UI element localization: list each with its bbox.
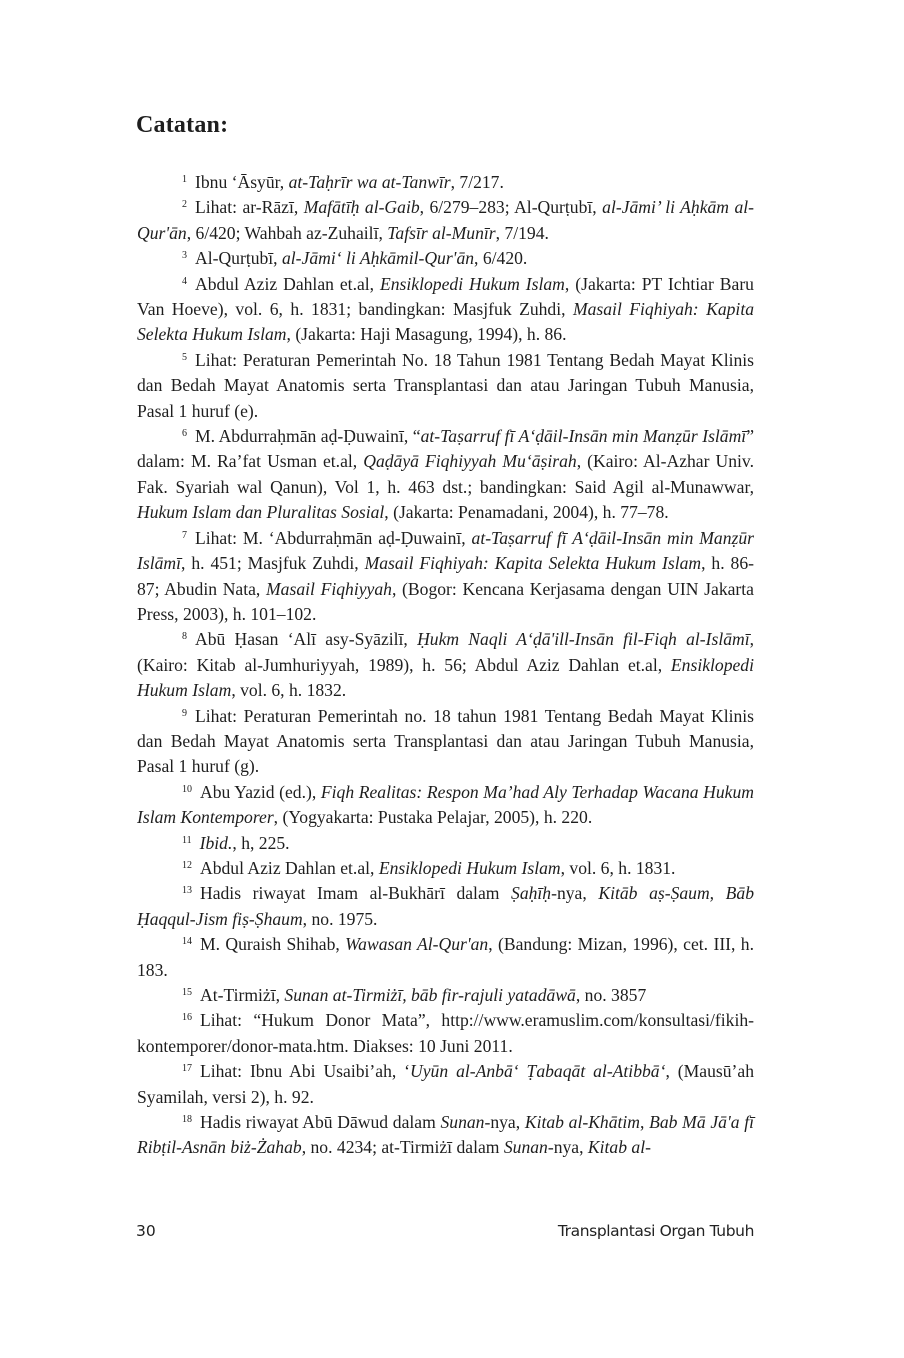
footnote-text: , h, 225.: [232, 832, 290, 853]
footnote-text: , (Bandung: Mizan, 1996), cet. III, h. 183.: [137, 934, 754, 980]
footnote-number: 4: [182, 275, 187, 287]
footnote-title: Hukum Islam dan Pluralitas Sosial: [137, 502, 385, 523]
footnote-number: 16: [182, 1012, 192, 1024]
page-number: 30: [136, 1222, 156, 1240]
footnote: [137, 1008, 754, 1059]
footnote: [137, 424, 754, 526]
footnote-text: , no. 3857: [575, 985, 647, 1005]
footnote-text: Ibnu ‘Āsyūr,: [195, 172, 289, 192]
footnote-number: 15: [182, 987, 192, 998]
footnote-number: 11: [182, 834, 192, 846]
footnote-number: 9: [182, 707, 187, 719]
footnote-text: , no. 4234; at-Tirmiżī dalam: [301, 1137, 504, 1158]
footnote-title: al-Jāmi’ li Aḥkām al-Qur'ān: [137, 197, 754, 243]
footnote-number: 14: [182, 936, 192, 948]
footnote-text: ,: [640, 1112, 650, 1133]
footnote-number: 5: [182, 351, 187, 363]
footnote: [137, 246, 754, 271]
footnote-title: Kitab al-: [587, 1137, 651, 1158]
footnote-text: M. Quraish Shihab,: [200, 934, 346, 955]
footnote: [137, 932, 754, 983]
footnote-text: Hadis riwayat Abū Dāwud dalam: [200, 1112, 441, 1133]
footnote-number: 13: [182, 885, 192, 897]
footnote-text: M. Abdurraḥmān aḍ-Ḍuwainī, “: [195, 426, 421, 447]
footnote-title: Ibid.: [199, 832, 233, 853]
footnote-text: , (Kairo: Al-Azhar Univ. Fak. Syariah wal Qanun), Vol 1, h. 463 dst.; bandingkan: Said Agil al-Munawwar,: [137, 451, 754, 497]
footnote-text: Lihat: Peraturan Pemerintah no. 18 tahun 1981 Tentang Bedah Mayat Klinis dan Bedah Mayat Anatomis serta Transplantasi dan atau Jaringan Tubuh Manusia, Pasal 1 huruf (g).: [137, 705, 754, 777]
footnote-title: Ensiklopedi Hukum Islam: [137, 654, 754, 701]
footnote-text: , 7/194.: [495, 222, 549, 243]
footnote: [137, 780, 754, 831]
footnote-title: Qaḍāyā Fiqhiyyah Mu‘āṣirah: [363, 451, 577, 472]
footnote: [137, 983, 754, 1008]
footnote-number: 17: [182, 1063, 192, 1075]
footnote-text: Abu Yazid (ed.),: [200, 781, 321, 802]
footnote-text: , h. 86-87; Abudin Nata,: [137, 553, 754, 599]
footnote-text: Hadis riwayat Imam al-Bukhārī dalam: [200, 883, 512, 904]
footnote-text: -nya,: [551, 883, 599, 904]
footnote-text: , no. 1975.: [302, 908, 378, 929]
footnote-number: 1: [182, 174, 187, 185]
footnote-text: Lihat: Ibnu Abi Usaibi’ah, ‘: [200, 1061, 411, 1082]
footnote-title: al-Jāmi‘ li Aḥkāmil-Qur'ān: [281, 248, 475, 269]
footnote-title: Sunan: [503, 1137, 548, 1158]
footnote-number: 18: [182, 1114, 192, 1126]
footnote-number: 7: [182, 529, 187, 541]
footnote-title: Uyūn al-Anbā‘ Ṭabaqāt al-Atibbā‘: [410, 1061, 666, 1082]
footnote-number: 12: [182, 859, 192, 871]
footnote-text: , 6/420; Wahbah az-Zuhailī,: [186, 222, 388, 243]
footnote-text: , 6/420.: [474, 248, 528, 269]
footnote-title: Ṣaḥīḥ: [511, 883, 552, 904]
footnote-title: Tafsīr al-Munīr: [387, 222, 496, 243]
footnote-number: 8: [182, 631, 187, 643]
footnote-title: Bab Mā Jā'a fī Ribṭil-Asnān biż-Żahab: [137, 1112, 754, 1158]
footnote-title: Wawasan Al-Qur'an: [345, 934, 489, 955]
footnote-text: Lihat: “Hukum Donor Mata”, http://www.eramuslim.com/konsultasi/fikih-kontemporer/donor-mata.htm. Diakses: 10 Juni 2011.: [137, 1010, 754, 1056]
footnote-number: 3: [182, 250, 187, 262]
footnote-title: Masail Fiqhiyah: Kapita Selekta Hukum Islam: [137, 299, 754, 345]
footnote-title: Kitab al-Khātim: [524, 1112, 641, 1133]
footnote-title: Kitāb aṣ-Ṣaum, Bāb Ḥaqqul-Jism fiṣ-Ṣhaum: [137, 883, 755, 929]
footnote-text: , (Yogyakarta: Pustaka Pelajar, 2005), h. 220.: [273, 807, 593, 828]
footnote-text: -nya,: [547, 1137, 588, 1158]
footnote-number: 6: [182, 428, 187, 440]
footnote-text: , (Kairo: Kitab al-Jumhuriyyah, 1989), h. 56; Abdul Aziz Dahlan et.al,: [137, 629, 755, 675]
footnote-title: Sunan: [440, 1112, 485, 1133]
footnote: [137, 272, 754, 348]
footnote-text: , vol. 6, h. 1832.: [231, 680, 347, 701]
footnote-text: Lihat: Peraturan Pemerintah No. 18 Tahun 1981 Tentang Bedah Mayat Klinis dan Bedah Mayat Anatomis serta Transplantasi dan atau Jaringan Tubuh Manusia, Pasal 1 huruf (e).: [137, 349, 754, 421]
footnote: [137, 195, 754, 246]
footnote: [137, 526, 754, 628]
footnotes-list: [137, 170, 754, 1161]
footnote-text: Abdul Aziz Dahlan et.al,: [195, 273, 381, 294]
footnote-text: , vol. 6, h. 1831.: [560, 857, 676, 878]
footnote-text: Lihat: M. ‘Abdurraḥmān aḍ-Ḍuwainī,: [195, 527, 472, 548]
footnote-text: Abū Ḥasan ‘Alī asy-Syāzilī,: [195, 629, 418, 650]
notes-heading: Catatan:: [136, 112, 229, 138]
footnote-title: at-Taṣarruf fī A‘ḍāil-Insān min Manẓūr Islāmī: [420, 426, 747, 447]
footnote: [137, 704, 754, 780]
footnote-title: Masail Fiqhiyyah: [266, 578, 392, 599]
footnote-title: Ensiklopedi Hukum Islam: [378, 857, 561, 878]
footnote-text: Al-Qurṭubī,: [195, 248, 282, 269]
footnote-title: Sunan at-Tirmiżī, bāb fir-rajuli yatadāwā: [284, 985, 576, 1005]
footnote-text: -nya,: [484, 1112, 525, 1133]
footnote-title: Mafātīḥ al-Gaib: [303, 197, 420, 218]
footnote-text: Lihat: ar-Rāzī,: [195, 197, 304, 218]
footnote-text: , h. 451; Masjfuk Zuhdi,: [180, 553, 365, 574]
footnote: [137, 170, 754, 195]
footnote-text: , 7/217.: [450, 172, 504, 192]
footnote-text: At-Tirmiżī,: [200, 985, 285, 1005]
footnote: [137, 881, 754, 932]
footnote-text: , (Bogor: Kencana Kerjasama dengan UIN Jakarta Press, 2003), h. 101–102.: [137, 578, 754, 624]
footnote-text: , (Jakarta: PT Ichtiar Baru Van Hoeve), vol. 6, h. 1831; bandingkan: Masjfuk Zuhdi,: [137, 273, 754, 320]
footnote-text: , (Jakarta: Penamadani, 2004), h. 77–78.: [384, 502, 669, 523]
footnote-title: at-Taṣarruf fī A‘ḍāil-Insān min Manẓūr Islāmī: [137, 527, 754, 574]
footnote-title: Ensiklopedi Hukum Islam: [380, 273, 565, 294]
footnote-number: 2: [182, 199, 187, 211]
footnote-text: , 6/279–283; Al-Qurṭubī,: [419, 197, 603, 218]
footnote: [137, 856, 754, 881]
footnote-title: Ḥukm Naqli A‘ḍā'ill-Insān fil-Fiqh al-Islāmī: [417, 629, 750, 650]
footnote-text: , (Jakarta: Haji Masagung, 1994), h. 86.: [286, 324, 567, 345]
running-title: Transplantasi Organ Tubuh: [557, 1222, 754, 1240]
footnote-text: , (Mausū’ah Syamilah, versi 2), h. 92.: [137, 1061, 754, 1107]
footnote: [137, 1110, 754, 1161]
footnote-text: Abdul Aziz Dahlan et.al,: [200, 857, 379, 878]
footnote-title: Fiqh Realitas: Respon Ma’had Aly Terhadap Wacana Hukum Islam Kontemporer: [137, 781, 754, 828]
footnote: [137, 627, 754, 703]
footnote-title: at-Taḥrīr wa at-Tanwīr: [288, 172, 451, 192]
footnote-title: Masail Fiqhiyah: Kapita Selekta Hukum Islam: [364, 553, 702, 574]
footnote-number: 10: [182, 783, 192, 795]
footnote: [137, 831, 754, 856]
footnote: [137, 348, 754, 424]
footnote: [137, 1059, 754, 1110]
footnote-text: ” dalam: M. Ra’fat Usman et.al,: [137, 426, 755, 472]
